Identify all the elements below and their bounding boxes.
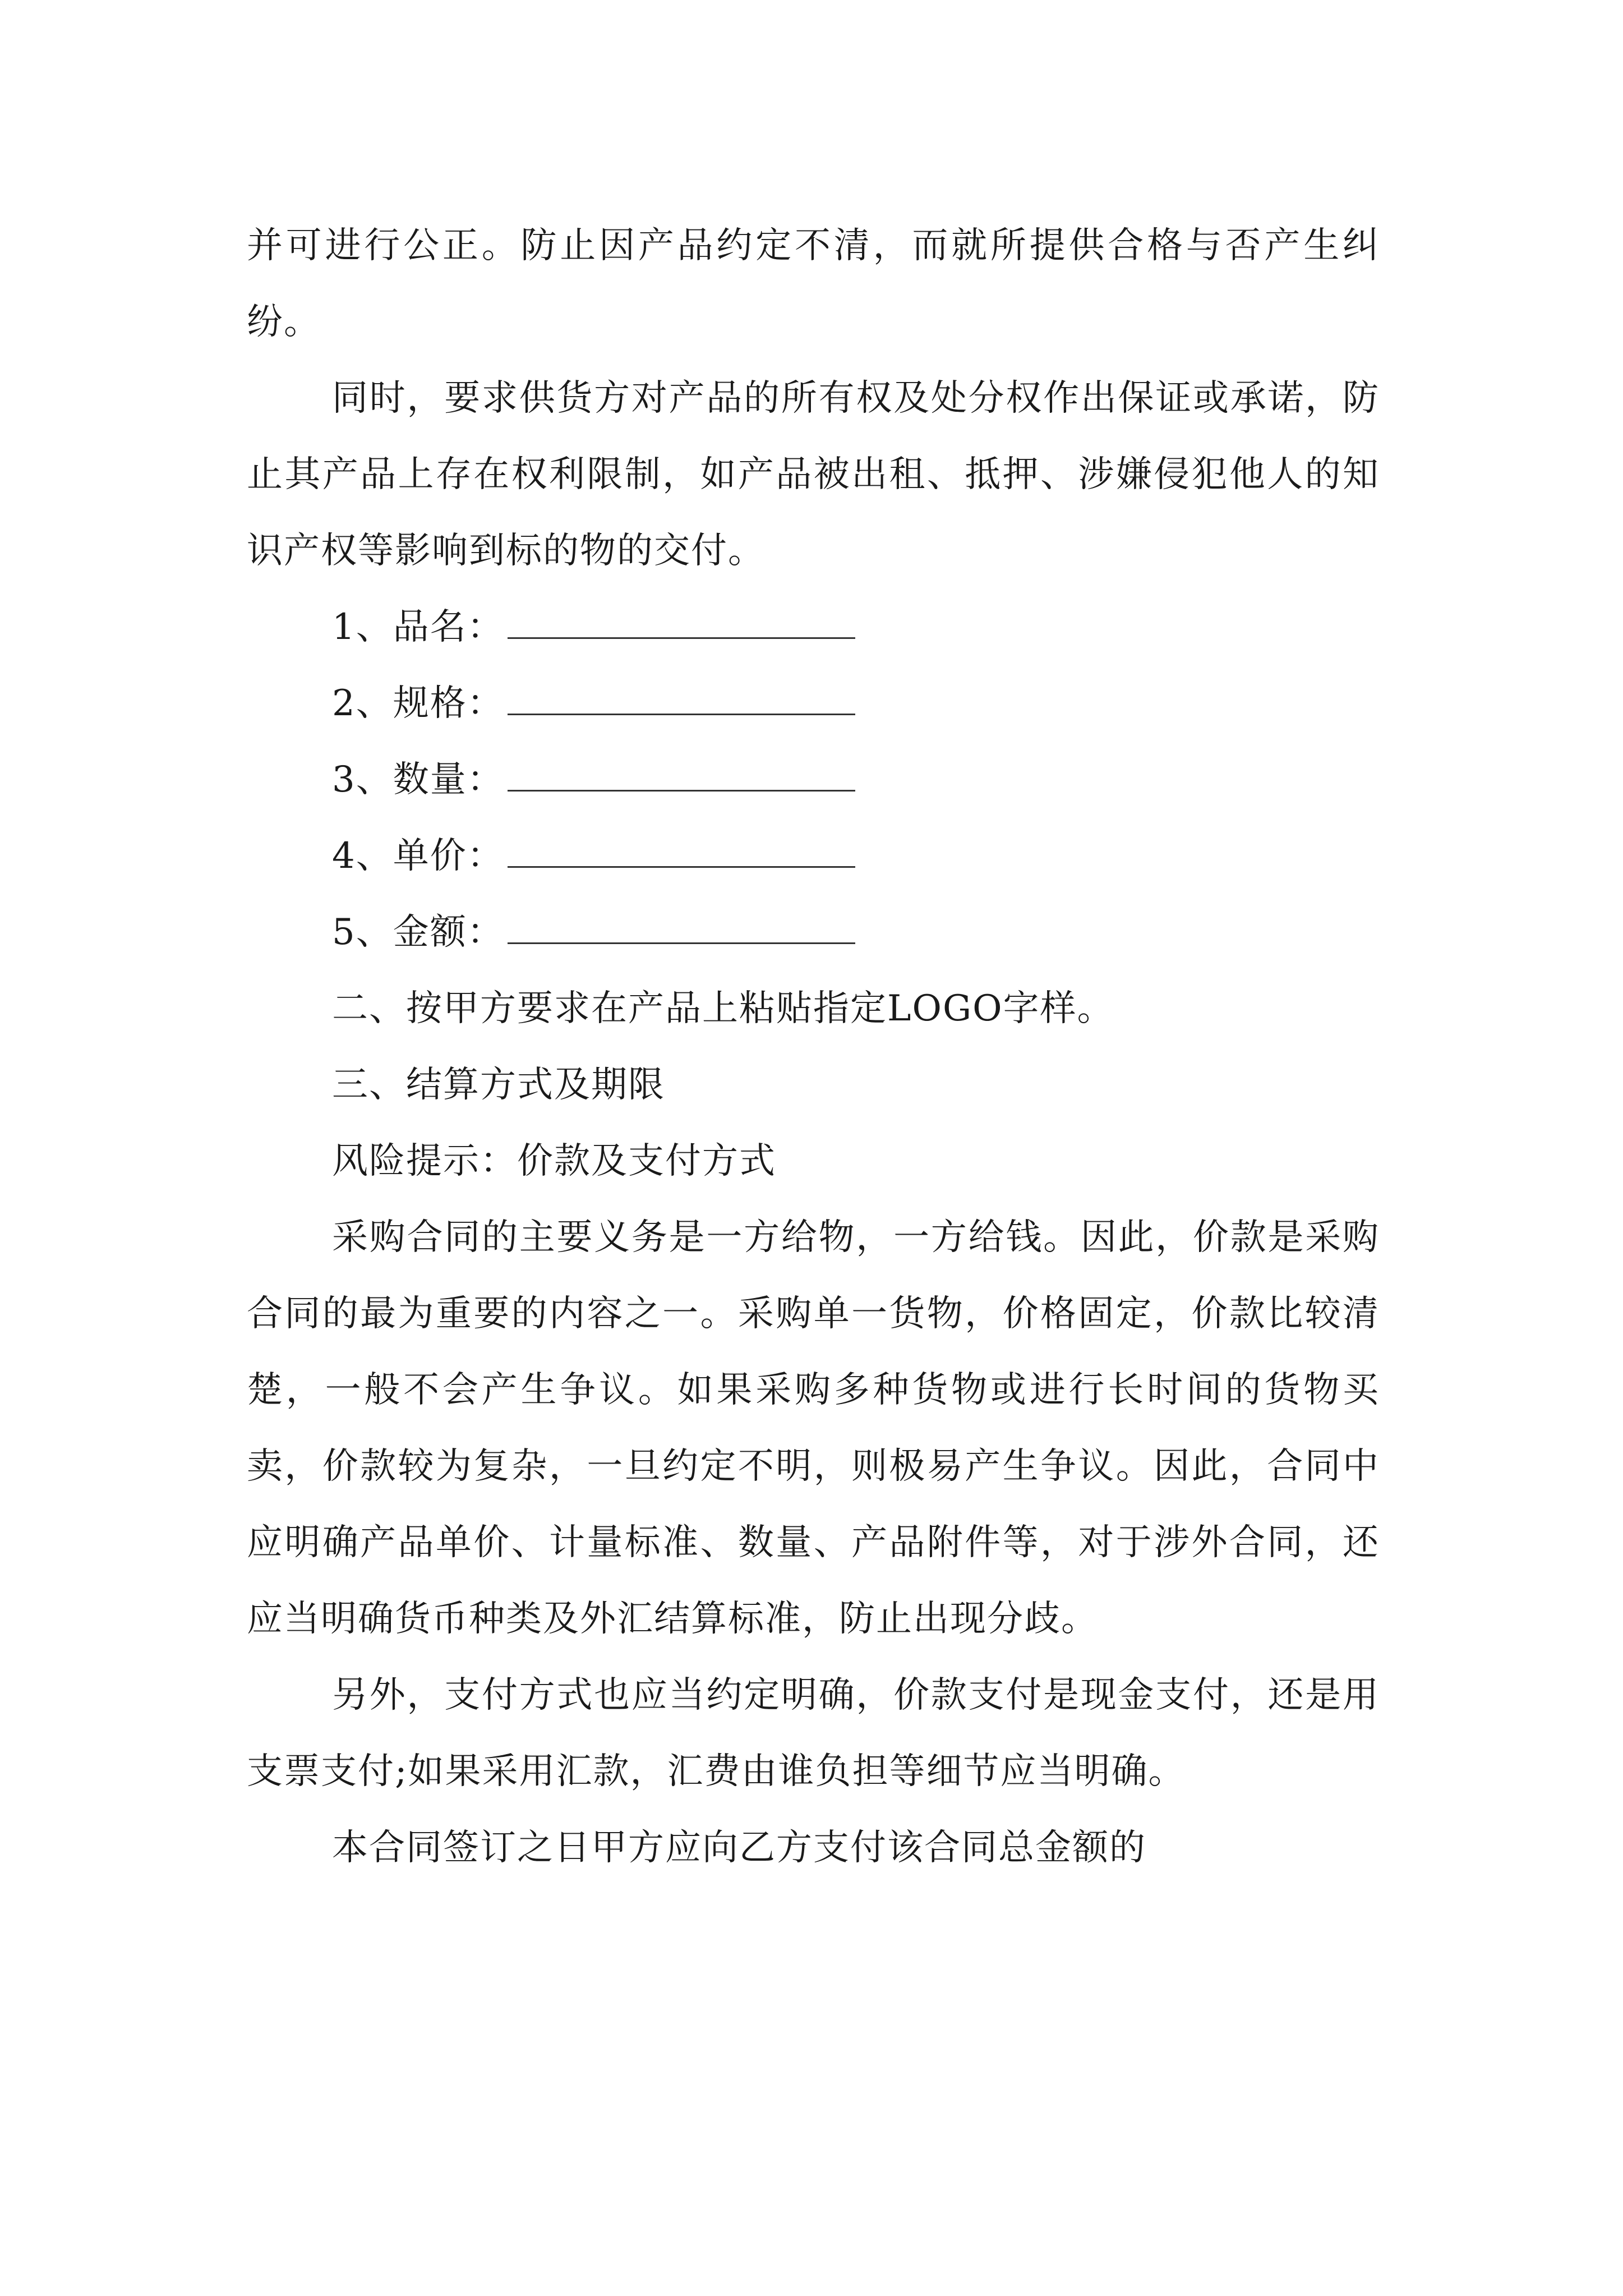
- paragraph-payment: 另外，支付方式也应当约定明确，价款支付是现金支付，还是用支票支付;如果采用汇款，汇费由谁负担等细节应当明确。: [247, 1674, 1380, 1792]
- blank-line: [508, 681, 855, 715]
- field-unit-price: [247, 818, 1380, 894]
- clause-three-heading: 三、结算方式及期限: [332, 1064, 665, 1106]
- field-label: 5、金额：: [332, 912, 504, 953]
- blank-line: [508, 834, 855, 868]
- field-product-name: [247, 589, 1380, 665]
- paragraph-contract: 本合同签订之日甲方应向乙方支付该合同总金额的: [332, 1827, 1146, 1869]
- document-body: [247, 208, 1380, 1886]
- paragraph-continued: 并可进行公正。防止因产品约定不清，而就所提供合格与否产生纠纷。: [247, 225, 1380, 343]
- field-specification: [247, 665, 1380, 742]
- paragraph-price: 采购合同的主要义务是一方给物，一方给钱。因此，价款是采购合同的最为重要的内容之一。采购单一货物，价格固定，价款比较清楚，一般不会产生争议。如果采购多种货物或进行长时间的货物买卖，价款较为复杂，一旦约定不明，则极易产生争议。因此，合同中应明确产品单价、计量标准、数量、产品附件等，对于涉外合同，还应当明确货币种类及外汇结算标准，防止出现分歧。: [247, 1217, 1380, 1640]
- risk-tip-heading: 风险提示：价款及支付方式: [332, 1140, 776, 1182]
- field-label: 4、单价：: [332, 835, 504, 877]
- clause-two: 二、按甲方要求在产品上粘贴指定LOGO字样。: [332, 988, 1114, 1029]
- field-amount: [247, 894, 1380, 970]
- blank-line: [508, 757, 855, 792]
- field-label: 2、规格：: [332, 683, 504, 724]
- blank-line: [508, 910, 855, 944]
- field-quantity: [247, 742, 1380, 818]
- paragraph-guarantee: 同时，要求供货方对产品的所有权及处分权作出保证或承诺，防止其产品上存在权利限制，如产品被出租、抵押、涉嫌侵犯他人的知识产权等影响到标的物的交付。: [247, 378, 1380, 572]
- field-label: 1、品名：: [332, 606, 504, 648]
- field-label: 3、数量：: [332, 759, 504, 800]
- blank-line: [508, 605, 855, 639]
